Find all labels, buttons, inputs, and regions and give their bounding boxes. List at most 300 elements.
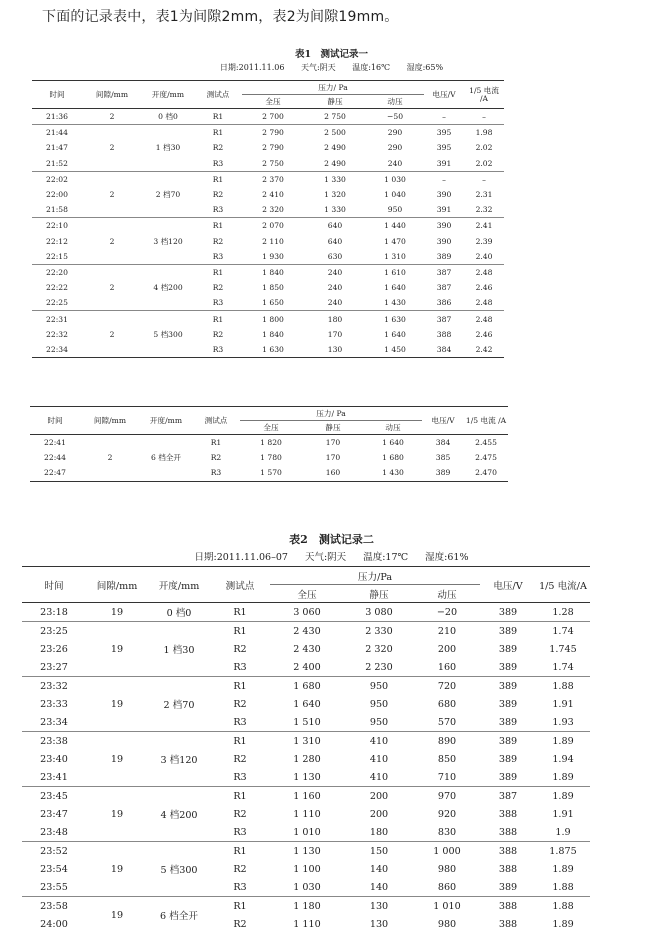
cell-total-pressure: 2 790 [242, 140, 304, 155]
cell-opening: 4 档200 [142, 264, 194, 311]
header-time: 时间 [32, 81, 82, 109]
cell-test-point: R2 [194, 327, 242, 342]
cell-current: 1.89 [536, 732, 590, 751]
cell-static-pressure: 640 [304, 218, 366, 234]
cell-test-point: R2 [210, 750, 270, 768]
cell-total-pressure: 2 750 [242, 156, 304, 172]
cell-time: 23:58 [22, 897, 86, 916]
cell-current: 2.48 [464, 311, 504, 327]
table1-temp: 温度:16℃ [352, 63, 390, 72]
cell-current: 2.42 [464, 342, 504, 358]
table-row [30, 435, 508, 451]
cell-static-pressure: 180 [344, 823, 414, 842]
cell-total-pressure: 1 130 [270, 768, 344, 787]
cell-voltage: 387 [424, 280, 464, 295]
cell-opening: 1 档30 [142, 125, 194, 172]
cell-voltage: 387 [424, 264, 464, 280]
cell-current: 2.41 [464, 218, 504, 234]
header-current: 1/5 电流 /A [464, 81, 504, 109]
cell-current: 1.91 [536, 695, 590, 713]
cell-total-pressure: 2 320 [242, 202, 304, 218]
cell-total-pressure: 1 180 [270, 897, 344, 916]
cell-total-pressure: 1 780 [240, 450, 302, 465]
header-static: 静压 [344, 585, 414, 603]
cell-current: 1.88 [536, 677, 590, 696]
cell-current: 2.32 [464, 202, 504, 218]
cell-current: 2.02 [464, 156, 504, 172]
cell-time: 22:10 [32, 218, 82, 234]
cell-static-pressure: 170 [304, 327, 366, 342]
cell-dynamic-pressure: 890 [414, 732, 480, 751]
cell-gap: 19 [86, 897, 148, 933]
header-opening: 开度/mm [148, 567, 210, 603]
cell-total-pressure: 2 070 [242, 218, 304, 234]
cell-dynamic-pressure: 1 000 [414, 842, 480, 861]
cell-current: 2.46 [464, 327, 504, 342]
cell-current: 1.74 [536, 658, 590, 677]
cell-total-pressure: 1 310 [270, 732, 344, 751]
cell-voltage: 389 [480, 713, 536, 732]
table-row [32, 125, 504, 141]
cell-time: 22:44 [30, 450, 80, 465]
cell-static-pressure: 170 [302, 435, 364, 451]
cell-voltage: 388 [480, 915, 536, 933]
cell-total-pressure: 2 430 [270, 622, 344, 641]
cell-static-pressure: 2 500 [304, 125, 366, 141]
cell-voltage: 388 [480, 805, 536, 823]
cell-time: 23:48 [22, 823, 86, 842]
cell-dynamic-pressure: 920 [414, 805, 480, 823]
cell-test-point: R1 [210, 677, 270, 696]
cell-test-point: R3 [194, 249, 242, 265]
table-row [32, 311, 504, 327]
cell-current: – [464, 109, 504, 125]
header-dynamic: 动压 [366, 95, 424, 109]
cell-total-pressure: 2 370 [242, 171, 304, 187]
cell-current: 1.89 [536, 915, 590, 933]
header-gap: 间隙/mm [80, 407, 140, 435]
cell-total-pressure: 1 570 [240, 465, 302, 481]
cell-voltage: 389 [480, 603, 536, 622]
cell-dynamic-pressure: 570 [414, 713, 480, 732]
cell-test-point: R2 [194, 140, 242, 155]
cell-static-pressure: 410 [344, 768, 414, 787]
header-current: 1/5 电流 /A [464, 407, 508, 435]
cell-gap: 2 [82, 218, 142, 265]
cell-current: 1.89 [536, 860, 590, 878]
cell-test-point: R2 [194, 187, 242, 202]
cell-test-point: R1 [194, 125, 242, 141]
cell-current: 1.94 [536, 750, 590, 768]
cell-total-pressure: 2 400 [270, 658, 344, 677]
cell-total-pressure: 1 010 [270, 823, 344, 842]
cell-static-pressure: 130 [304, 342, 366, 358]
cell-voltage: 389 [480, 732, 536, 751]
cell-dynamic-pressure: 1 630 [366, 311, 424, 327]
cell-static-pressure: 2 490 [304, 140, 366, 155]
cell-static-pressure: 150 [344, 842, 414, 861]
cell-time: 22:22 [32, 280, 82, 295]
cell-total-pressure: 1 840 [242, 327, 304, 342]
cell-dynamic-pressure: 860 [414, 878, 480, 897]
cell-voltage: 389 [480, 658, 536, 677]
cell-test-point: R1 [194, 311, 242, 327]
table-row [22, 677, 590, 696]
cell-voltage: 384 [422, 435, 464, 451]
cell-static-pressure: 180 [304, 311, 366, 327]
cell-total-pressure: 2 410 [242, 187, 304, 202]
table1-humidity: 湿度:65% [407, 63, 443, 72]
cell-test-point: R1 [210, 897, 270, 916]
cell-time: 23:26 [22, 640, 86, 658]
cell-dynamic-pressure: 1 440 [366, 218, 424, 234]
cell-gap: 2 [82, 125, 142, 172]
cell-time: 23:40 [22, 750, 86, 768]
table-row [32, 109, 504, 125]
table-row [22, 622, 590, 641]
cell-opening: 6 档全开 [148, 897, 210, 933]
cell-voltage: 389 [480, 750, 536, 768]
cell-total-pressure: 1 110 [270, 805, 344, 823]
cell-static-pressure: 2 750 [304, 109, 366, 125]
cell-total-pressure: 1 800 [242, 311, 304, 327]
cell-test-point: R2 [210, 695, 270, 713]
cell-gap: 19 [86, 732, 148, 787]
cell-time: 23:41 [22, 768, 86, 787]
cell-test-point: R2 [210, 640, 270, 658]
table1-title: 表1 测试记录一 [0, 46, 663, 60]
cell-static-pressure: 1 330 [304, 202, 366, 218]
cell-current: 2.470 [464, 465, 508, 481]
table2-weather: 天气:阴天 [305, 552, 346, 563]
cell-dynamic-pressure: 970 [414, 787, 480, 806]
cell-dynamic-pressure: 1 310 [366, 249, 424, 265]
header-gap: 间隙/mm [86, 567, 148, 603]
cell-voltage: 387 [480, 787, 536, 806]
cell-dynamic-pressure: 1 010 [414, 897, 480, 916]
cell-static-pressure: 640 [304, 234, 366, 249]
cell-static-pressure: 3 080 [344, 603, 414, 622]
cell-time: 24:00 [22, 915, 86, 933]
cell-current: – [464, 171, 504, 187]
cell-current: 1.88 [536, 897, 590, 916]
cell-opening: 3 档120 [148, 732, 210, 787]
table1-date: 日期:2011.11.06 [220, 63, 285, 72]
header-dynamic: 动压 [364, 421, 422, 435]
cell-voltage: 388 [480, 897, 536, 916]
cell-total-pressure: 1 630 [242, 342, 304, 358]
cell-voltage: 389 [480, 640, 536, 658]
cell-time: 23:25 [22, 622, 86, 641]
cell-gap: 19 [86, 787, 148, 842]
cell-time: 23:47 [22, 805, 86, 823]
cell-current: 2.475 [464, 450, 508, 465]
header-current: 1/5 电流/A [536, 567, 590, 603]
cell-test-point: R1 [210, 787, 270, 806]
cell-dynamic-pressure: 1 680 [364, 450, 422, 465]
cell-test-point: R1 [210, 622, 270, 641]
cell-total-pressure: 2 110 [242, 234, 304, 249]
cell-time: 22:31 [32, 311, 82, 327]
cell-static-pressure: 240 [304, 280, 366, 295]
cell-static-pressure: 240 [304, 295, 366, 311]
cell-static-pressure: 2 330 [344, 622, 414, 641]
cell-current: 1.745 [536, 640, 590, 658]
cell-dynamic-pressure: 200 [414, 640, 480, 658]
cell-dynamic-pressure: 1 450 [366, 342, 424, 358]
cell-dynamic-pressure: 240 [366, 156, 424, 172]
cell-dynamic-pressure: 710 [414, 768, 480, 787]
cell-voltage: 386 [424, 295, 464, 311]
cell-voltage: 384 [424, 342, 464, 358]
cell-opening: 1 档30 [148, 622, 210, 677]
cell-current: 2.48 [464, 295, 504, 311]
cell-current: 1.91 [536, 805, 590, 823]
cell-static-pressure: 2 320 [344, 640, 414, 658]
cell-static-pressure: 950 [344, 695, 414, 713]
cell-dynamic-pressure: 1 640 [366, 327, 424, 342]
header-static: 静压 [304, 95, 366, 109]
cell-time: 22:41 [30, 435, 80, 451]
cell-opening: 0 档0 [148, 603, 210, 622]
cell-static-pressure: 170 [302, 450, 364, 465]
cell-voltage: 388 [480, 860, 536, 878]
cell-total-pressure: 1 840 [242, 264, 304, 280]
header-total: 全压 [242, 95, 304, 109]
cell-time: 21:52 [32, 156, 82, 172]
header-time: 时间 [30, 407, 80, 435]
cell-dynamic-pressure: 850 [414, 750, 480, 768]
cell-static-pressure: 950 [344, 713, 414, 732]
cell-dynamic-pressure: 290 [366, 125, 424, 141]
table2-date: 日期:2011.11.06–07 [195, 552, 288, 563]
cell-total-pressure: 1 680 [270, 677, 344, 696]
cell-total-pressure: 1 850 [242, 280, 304, 295]
cell-static-pressure: 1 320 [304, 187, 366, 202]
cell-current: 1.74 [536, 622, 590, 641]
cell-test-point: R1 [194, 109, 242, 125]
cell-test-point: R3 [210, 823, 270, 842]
cell-opening: 3 档120 [142, 218, 194, 265]
cell-current: 2.455 [464, 435, 508, 451]
cell-dynamic-pressure: −20 [414, 603, 480, 622]
header-dynamic: 动压 [414, 585, 480, 603]
cell-static-pressure: 200 [344, 805, 414, 823]
cell-time: 22:34 [32, 342, 82, 358]
table-row [22, 897, 590, 916]
cell-voltage: – [424, 171, 464, 187]
table-row [32, 171, 504, 187]
cell-total-pressure: 1 160 [270, 787, 344, 806]
cell-total-pressure: 1 100 [270, 860, 344, 878]
cell-current: 1.89 [536, 787, 590, 806]
cell-time: 23:18 [22, 603, 86, 622]
cell-dynamic-pressure: 980 [414, 915, 480, 933]
cell-dynamic-pressure: 830 [414, 823, 480, 842]
table2-humidity: 湿度:61% [425, 552, 468, 563]
cell-total-pressure: 1 110 [270, 915, 344, 933]
table-row [32, 218, 504, 234]
table1-continued [30, 406, 508, 482]
cell-dynamic-pressure: 1 430 [366, 295, 424, 311]
cell-voltage: 385 [422, 450, 464, 465]
cell-current: 1.98 [464, 125, 504, 141]
cell-current: 1.88 [536, 878, 590, 897]
cell-time: 23:32 [22, 677, 86, 696]
cell-test-point: R2 [194, 280, 242, 295]
cell-static-pressure: 630 [304, 249, 366, 265]
cell-time: 22:12 [32, 234, 82, 249]
cell-test-point: R3 [210, 768, 270, 787]
cell-dynamic-pressure: 1 470 [366, 234, 424, 249]
cell-time: 23:27 [22, 658, 86, 677]
cell-current: 2.40 [464, 249, 504, 265]
cell-gap: 19 [86, 622, 148, 677]
cell-voltage: 390 [424, 218, 464, 234]
cell-time: 22:15 [32, 249, 82, 265]
table-row [22, 603, 590, 622]
cell-static-pressure: 2 230 [344, 658, 414, 677]
cell-time: 23:33 [22, 695, 86, 713]
cell-static-pressure: 410 [344, 732, 414, 751]
table1-weather: 天气:阴天 [301, 63, 336, 72]
cell-voltage: 389 [480, 878, 536, 897]
cell-test-point: R2 [210, 860, 270, 878]
cell-voltage: 388 [480, 842, 536, 861]
cell-test-point: R3 [194, 156, 242, 172]
cell-total-pressure: 1 280 [270, 750, 344, 768]
cell-current: 1.89 [536, 768, 590, 787]
cell-dynamic-pressure: 1 640 [364, 435, 422, 451]
cell-static-pressure: 2 490 [304, 156, 366, 172]
cell-test-point: R1 [192, 435, 240, 451]
cell-gap: 2 [82, 109, 142, 125]
cell-test-point: R3 [210, 713, 270, 732]
cell-voltage: 388 [424, 327, 464, 342]
header-time: 时间 [22, 567, 86, 603]
cell-dynamic-pressure: 290 [366, 140, 424, 155]
cell-test-point: R2 [210, 805, 270, 823]
cell-voltage: 389 [480, 768, 536, 787]
cell-time: 23:55 [22, 878, 86, 897]
header-point: 测试点 [210, 567, 270, 603]
cell-total-pressure: 1 650 [242, 295, 304, 311]
cell-test-point: R3 [194, 342, 242, 358]
cell-voltage: – [424, 109, 464, 125]
cell-static-pressure: 200 [344, 787, 414, 806]
cell-total-pressure: 1 930 [242, 249, 304, 265]
cell-current: 1.93 [536, 713, 590, 732]
header-static: 静压 [302, 421, 364, 435]
cell-dynamic-pressure: 720 [414, 677, 480, 696]
cell-time: 23:54 [22, 860, 86, 878]
cell-time: 23:52 [22, 842, 86, 861]
table1 [32, 80, 504, 358]
cell-opening: 6 档全开 [140, 435, 192, 482]
cell-current: 2.02 [464, 140, 504, 155]
cell-test-point: R2 [210, 915, 270, 933]
cell-dynamic-pressure: −50 [366, 109, 424, 125]
cell-time: 21:58 [32, 202, 82, 218]
header-point: 测试点 [192, 407, 240, 435]
header-point: 测试点 [194, 81, 242, 109]
cell-time: 22:20 [32, 264, 82, 280]
cell-voltage: 389 [422, 465, 464, 481]
cell-voltage: 395 [424, 125, 464, 141]
cell-dynamic-pressure: 210 [414, 622, 480, 641]
cell-total-pressure: 2 430 [270, 640, 344, 658]
cell-dynamic-pressure: 160 [414, 658, 480, 677]
cell-voltage: 390 [424, 187, 464, 202]
cell-gap: 2 [82, 311, 142, 358]
cell-test-point: R3 [194, 295, 242, 311]
cell-test-point: R1 [194, 218, 242, 234]
table-row [22, 842, 590, 861]
table2-meta [0, 549, 663, 563]
cell-time: 22:32 [32, 327, 82, 342]
cell-static-pressure: 130 [344, 915, 414, 933]
cell-total-pressure: 3 060 [270, 603, 344, 622]
cell-voltage: 388 [480, 823, 536, 842]
header-pressure: 压力/ Pa [240, 407, 422, 421]
cell-time: 23:34 [22, 713, 86, 732]
cell-total-pressure: 1 640 [270, 695, 344, 713]
cell-total-pressure: 1 030 [270, 878, 344, 897]
cell-opening: 4 档200 [148, 787, 210, 842]
cell-test-point: R2 [194, 234, 242, 249]
cell-dynamic-pressure: 1 030 [366, 171, 424, 187]
cell-voltage: 389 [480, 695, 536, 713]
cell-current: 1.9 [536, 823, 590, 842]
cell-static-pressure: 140 [344, 878, 414, 897]
table2-title: 表2 测试记录二 [0, 531, 663, 547]
cell-test-point: R1 [194, 171, 242, 187]
table-row [22, 732, 590, 751]
cell-gap: 2 [80, 435, 140, 482]
cell-dynamic-pressure: 1 640 [366, 280, 424, 295]
cell-voltage: 387 [424, 311, 464, 327]
cell-voltage: 389 [480, 622, 536, 641]
cell-total-pressure: 1 820 [240, 435, 302, 451]
table-row [22, 787, 590, 806]
cell-opening: 2 档70 [142, 171, 194, 218]
cell-test-point: R1 [194, 264, 242, 280]
cell-current: 2.31 [464, 187, 504, 202]
cell-total-pressure: 1 130 [270, 842, 344, 861]
header-opening: 开度/mm [142, 81, 194, 109]
cell-current: 2.48 [464, 264, 504, 280]
cell-static-pressure: 240 [304, 264, 366, 280]
cell-time: 21:47 [32, 140, 82, 155]
header-pressure: 压力/ Pa [242, 81, 424, 95]
cell-total-pressure: 2 700 [242, 109, 304, 125]
table2 [22, 566, 590, 933]
cell-time: 22:25 [32, 295, 82, 311]
cell-dynamic-pressure: 1 040 [366, 187, 424, 202]
header-voltage: 电压/V [422, 407, 464, 435]
cell-gap: 2 [82, 264, 142, 311]
cell-time: 23:45 [22, 787, 86, 806]
cell-total-pressure: 1 510 [270, 713, 344, 732]
cell-test-point: R1 [210, 603, 270, 622]
cell-gap: 19 [86, 677, 148, 732]
cell-time: 22:00 [32, 187, 82, 202]
header-gap: 间隙/mm [82, 81, 142, 109]
cell-voltage: 391 [424, 202, 464, 218]
cell-static-pressure: 140 [344, 860, 414, 878]
cell-test-point: R3 [194, 202, 242, 218]
cell-opening: 2 档70 [148, 677, 210, 732]
